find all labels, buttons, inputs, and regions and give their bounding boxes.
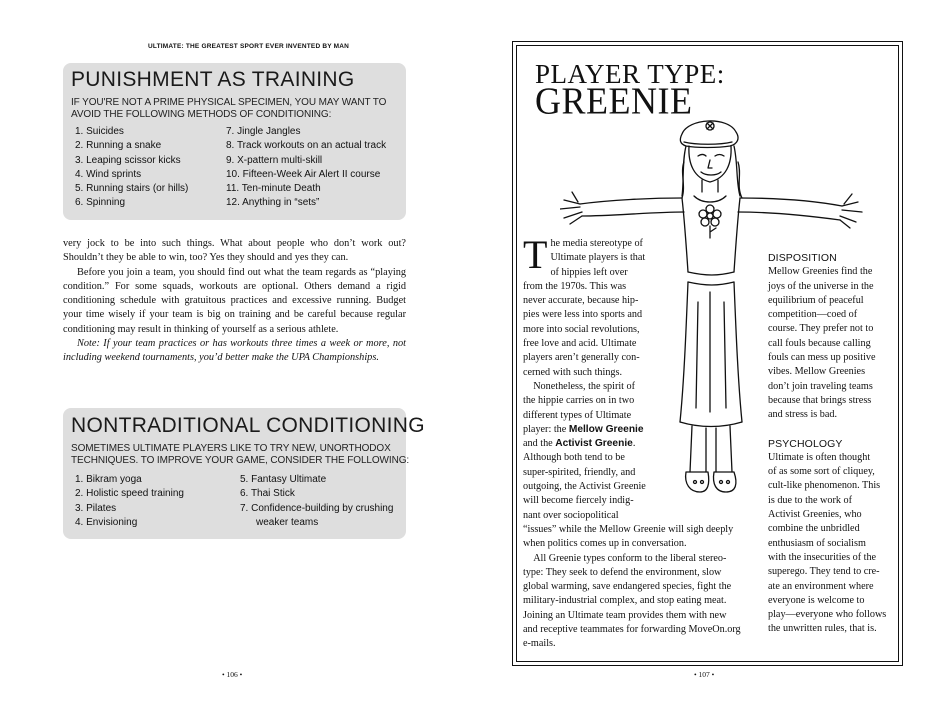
side-line: call fouls because calling: [768, 337, 871, 349]
main-line: players aren’t generally con-: [523, 352, 640, 364]
main-line: global warming, save endangered species, fight the: [523, 581, 732, 593]
nontraditional-box-subtitle-1: SOMETIMES ULTIMATE PLAYERS LIKE TO TRY NEW, UNORTHODOX: [71, 443, 391, 454]
psychology-heading: PSYCHOLOGY: [768, 437, 843, 450]
main-line: never accurate, because hip-: [523, 295, 639, 307]
main-line: type: They seek to defend the environment, slow: [523, 566, 722, 578]
side-line: vibes. Mellow Greenies: [768, 366, 866, 378]
side-line: Mellow Greenies find the: [768, 266, 873, 278]
main-line-text: and the: [523, 438, 553, 450]
body-note: Note: If your team practices or has workouts three times a week or more, not including weekend tournaments, you’d better make the UPA Championships.: [63, 338, 406, 364]
list-item: 3. Leaping scissor kicks: [75, 154, 181, 166]
list-item: 1. Suicides: [75, 126, 124, 137]
main-line: [523, 423, 763, 437]
side-line: ate an environment where: [768, 580, 874, 592]
period: .: [632, 438, 636, 450]
list-item: 4. Envisioning: [75, 516, 138, 528]
punishment-box-title: PUNISHMENT AS TRAINING: [71, 68, 355, 91]
main-line: Nonetheless, the spirit of: [523, 380, 636, 392]
list-item: weaker teams: [256, 516, 319, 528]
main-line: will become fiercely indig-: [523, 495, 634, 507]
main-line: Ultimate players is that: [550, 252, 646, 264]
main-line: the hippie carries on in two: [523, 395, 635, 407]
side-line: is due to the work of: [768, 494, 853, 506]
main-line: and receptive teammates for forwarding MoveOn.org: [523, 624, 741, 636]
side-line: and stress is bad.: [768, 409, 838, 421]
main-line: free love and acid. Ultimate: [523, 338, 637, 350]
list-item: 8. Track workouts on an actual track: [226, 140, 387, 152]
body-paragraph: Before you join a team, you should find out what the team regards as “playing condition.” For some squads, workouts are optional. Others demand a rigid conditioning schedule with gratuitous practices and excessive running. Budget your time wisely if your team is big on training and be careful because regular conditioning may result in thinking of yourself as a serious athlete.: [63, 266, 406, 335]
page-number-right: • 107 •: [694, 670, 715, 679]
list-item: 12. Anything in “sets”: [226, 197, 320, 209]
side-line: course. They prefer not to: [768, 323, 874, 335]
side-line: Ultimate is often thought: [768, 451, 871, 463]
main-line: Although both tend to be: [523, 452, 625, 464]
main-line: from the 1970s. This was: [523, 280, 627, 292]
main-line: more into social revolutions,: [523, 323, 640, 335]
side-line: with the insecurities of the: [768, 551, 877, 563]
side-line: cult-like phenomenon. This: [768, 480, 881, 492]
main-column: [523, 232, 763, 652]
main-line: nant over sociopolitical: [523, 509, 619, 521]
main-line: “issues” while the Mellow Greenie will sigh deeply: [523, 523, 734, 535]
main-line: when politics comes up in conversation.: [523, 538, 687, 550]
list-item: 5. Running stairs (or hills): [75, 183, 189, 195]
list-item: 5. Fantasy Ultimate: [240, 474, 327, 485]
punishment-box-subtitle-1: IF YOU'RE NOT A PRIME PHYSICAL SPECIMEN, YOU MAY WANT TO: [71, 97, 387, 108]
main-line: pies were less into sports and: [523, 309, 643, 321]
body-text: [63, 237, 406, 366]
main-line: e-mails.: [523, 638, 556, 650]
side-line: combine the unbridled: [768, 523, 860, 535]
side-line: fouls can mess up positive: [768, 352, 876, 364]
main-line: [523, 437, 763, 451]
side-line: Activist Greenies, who: [768, 509, 862, 521]
bold-term: Activist Greenie: [555, 438, 633, 450]
side-line: don’t join traveling teams: [768, 380, 873, 392]
side-line: everyone is welcome to: [768, 594, 865, 606]
side-line: because that brings stress: [768, 394, 872, 406]
side-line: the unwritten rules, that is.: [768, 623, 877, 635]
list-item: 7. Jingle Jangles: [226, 126, 301, 137]
running-head: ULTIMATE: THE GREATEST SPORT EVER INVENTED BY MAN: [148, 43, 350, 50]
nontraditional-box-title: NONTRADITIONAL CONDITIONING: [71, 414, 425, 437]
main-line: super-spirited, friendly, and: [523, 466, 636, 478]
side-line: enthusiasm of socialism: [768, 537, 866, 549]
player-type-name: GREENIE: [535, 80, 693, 122]
side-line: joys of the universe in the: [768, 280, 874, 292]
list-item: 2. Running a snake: [75, 140, 162, 152]
nontraditional-list-col2: [240, 473, 393, 530]
list-item: 9. X-pattern multi-skill: [226, 154, 323, 166]
punishment-box-subtitle-2: AVOID THE FOLLOWING METHODS OF CONDITIONING:: [71, 109, 332, 120]
disposition-heading: DISPOSITION: [768, 252, 837, 264]
main-line: he media stereotype of: [550, 238, 643, 249]
main-line: cerned with such things.: [523, 366, 623, 378]
side-line: equilibrium of peaceful: [768, 294, 864, 306]
list-item: 6. Spinning: [75, 197, 126, 209]
list-item: 11. Ten-minute Death: [226, 183, 321, 195]
side-line: competition—coed of: [768, 309, 858, 321]
bold-term: Mellow Greenie: [568, 423, 644, 435]
list-item: 2. Holistic speed training: [75, 488, 184, 500]
side-column: [768, 251, 893, 637]
list-item: 10. Fifteen-Week Air Alert II course: [226, 168, 381, 180]
main-line: outgoing, the Activist Greenie: [523, 481, 646, 493]
main-line: different types of Ultimate: [523, 409, 632, 421]
nontraditional-list-col1: [75, 473, 184, 530]
side-line: of as some sort of cliquey,: [768, 466, 875, 478]
side-line: superego. They tend to cre-: [768, 566, 880, 578]
punishment-list-col1: [75, 125, 188, 211]
main-line-text: player: the: [523, 423, 567, 435]
list-item: 4. Wind sprints: [75, 168, 142, 180]
punishment-list-col2: [226, 125, 386, 211]
list-item: 6. Thai Stick: [240, 488, 295, 500]
main-line: of hippies left over: [550, 266, 628, 278]
main-line: military-industrial complex, and stop eating meat.: [523, 595, 727, 607]
body-paragraph: very jock to be into such things. What about people who don’t work out? Shouldn’t they be able to win, too? Yes they should and yes they can.: [63, 238, 406, 264]
list-item: 7. Confidence-building by crushing: [240, 502, 394, 514]
page-number-left: • 106 •: [222, 670, 243, 679]
main-line: All Greenie types conform to the liberal stereo-: [523, 552, 727, 564]
drop-cap: T: [523, 232, 548, 277]
main-line: Joining an Ultimate team provides them with new: [523, 609, 727, 621]
list-item: 1. Bikram yoga: [75, 474, 142, 485]
side-line: play—everyone who follows: [768, 609, 887, 621]
player-type-label: PLAYER TYPE:: [535, 59, 725, 89]
list-item: 3. Pilates: [75, 502, 117, 514]
nontraditional-box-subtitle-2: TECHNIQUES. TO IMPROVE YOUR GAME, CONSIDER THE FOLLOWING:: [71, 455, 410, 466]
